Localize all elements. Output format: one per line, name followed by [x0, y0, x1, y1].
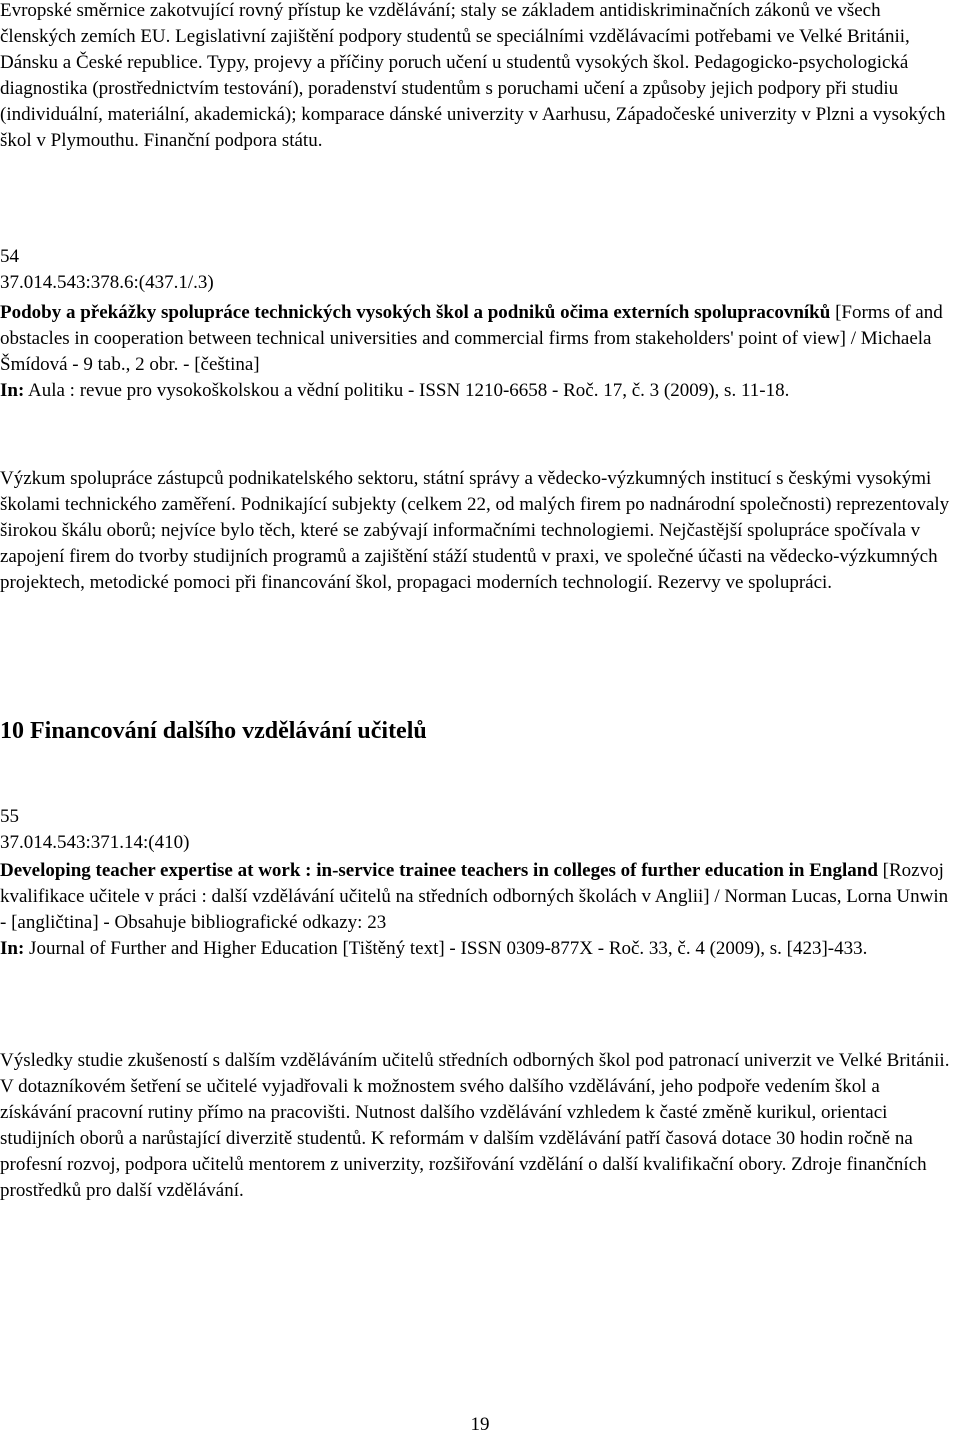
- page-number: 19: [470, 1414, 490, 1435]
- entry-54-source: Aula : revue pro vysokoškolskou a vědní politiku - ISSN 1210-6658 - Roč. 17, č. 3 (2009), s. 11-18.: [24, 380, 790, 401]
- entry-54-details: [Forms of and obstacles in cooperation between technical universities and commercial firms from stakeholders' point of view] / Michaela Šmídová - 9 tab., 2 obr. - [čeština]: [0, 302, 943, 375]
- entry-54-udc: 37.014.543:378.6:(437.1/.3): [0, 272, 214, 293]
- entry-55-details: [Rozvoj kvalifikace učitele v práci : další vzdělávání učitelů na středních odborných školách v Anglii] / Norman Lucas, Lorna Unwin - [angličtina] - Obsahuje bibliografické odkazy: 23: [0, 860, 949, 933]
- entry-55-number: 55: [0, 806, 19, 827]
- entry-54-abstract: Výzkum spolupráce zástupců podnikatelského sektoru, státní správy a vědecko-výzkumných institucí s českými vysokými školami technického zaměření. Podnikající subjekty (celkem 22, od malých firem po nadnárodní společnosti) reprezentovaly širokou škálu oborů; nejvíce bylo těch, které se zabývají informačními technologiemi. Nejčastější spolupráce spočívala v zapojení firem do tvorby studijních programů a zajištění stáží studentů v praxi, ve společné účasti na vědecko-výzkumných projektech, metodické pomoci při financování škol, propagaci moderních technologií. Rezervy ve spolupráci.: [0, 468, 950, 593]
- entry-54-in-label: In:: [0, 380, 25, 401]
- continued-abstract: Evropské směrnice zakotvující rovný přístup ke vzdělávání; staly se základem antidiskriminačních zákonů ve všech členských zemích EU. Legislativní zajištění podpory studentů se speciálními vzdělávacími potřebami ve Velké Británii, Dánsku a České republice. Typy, projevy a příčiny poruch učení u studentů vysokých škol. Pedagogicko-psychologická diagnostika (prostřednictvím testování), poradenství studentům s poruchami učení a způsoby jejich podpory při studiu (individuální, materiální, akademická); komparace dánské univerzity v Aarhusu, Západočeské univerzity v Plzni a vysokých škol v Plymouthu. Finanční podpora státu.: [0, 0, 946, 151]
- entry-55-in-label: In:: [0, 938, 25, 959]
- entry-54-title: Podoby a překážky spolupráce technických vysokých škol a podniků očima externích spolupracovníků: [0, 302, 831, 323]
- entry-54-number: 54: [0, 246, 19, 267]
- entry-55-udc: 37.014.543:371.14:(410): [0, 832, 190, 853]
- section-heading: 10 Financování dalšího vzdělávání učitelů: [0, 718, 427, 744]
- entry-54-citation: [0, 300, 952, 404]
- entry-55-abstract: Výsledky studie zkušeností s dalším vzděláváním učitelů středních odborných škol pod patronací univerzit ve Velké Británii. V dotazníkovém šetření se učitelé vyjadřovali k možnostem svého dalšího vzdělávání, jeho podpoře vedením škol a získávání pracovní rutiny přímo na pracovišti. Nutnost dalšího vzdělávání vzhledem k časté změně kurikul, orientaci studijních oborů a narůstající diverzitě studentů. K reformám v dalším vzdělávání patří časová dotace 30 hodin ročně na profesní rozvoj, podpora učitelů mentorem z univerzity, rozšiřování vzdělání o další kvalifikační obory. Zdroje finančních prostředků pro další vzdělávání.: [0, 1050, 950, 1201]
- entry-55-source: Journal of Further and Higher Education [Tištěný text] - ISSN 0309-877X - Roč. 33, č. 4 (2009), s. [423]-433.: [24, 938, 868, 959]
- entry-55-citation: [0, 858, 952, 962]
- entry-55-title: Developing teacher expertise at work : in-service trainee teachers in colleges of further education in England: [0, 860, 878, 881]
